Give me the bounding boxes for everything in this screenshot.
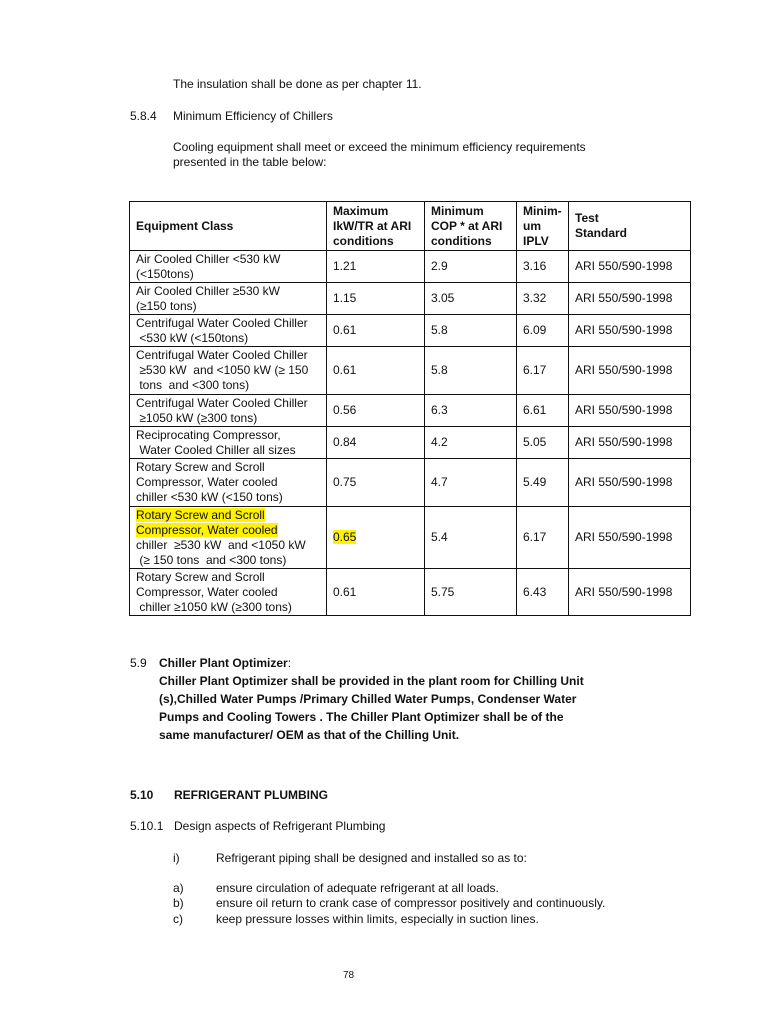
equipment-class-line bbox=[136, 523, 326, 538]
optimizer-line: (s),Chilled Water Pumps /Primary Chilled Water Pumps, Condenser Water bbox=[159, 692, 577, 706]
cop-cell: 5.75 bbox=[425, 569, 517, 616]
header-line: um bbox=[523, 218, 541, 233]
cop-cell: 2.9 bbox=[425, 251, 517, 283]
equipment-class-line: (≥150 tons) bbox=[136, 298, 197, 313]
kw-cell bbox=[327, 507, 425, 569]
insulation-note: The insulation shall be done as per chapter 11. bbox=[173, 77, 422, 91]
equipment-class-line: (≥ 150 tons and <300 tons) bbox=[136, 552, 287, 567]
header-max-kw bbox=[327, 202, 425, 251]
paragraph-line: presented in the table below: bbox=[173, 155, 327, 169]
equipment-class-line: ≥530 kW and <1050 kW (≥ 150 bbox=[136, 363, 309, 377]
equipment-class-line: Rotary Screw and Scroll bbox=[136, 460, 265, 474]
cop-cell: 5.8 bbox=[425, 347, 517, 395]
equipment-class-cell bbox=[130, 283, 327, 315]
cop-cell: 3.05 bbox=[425, 283, 517, 315]
cop-cell: 5.8 bbox=[425, 315, 517, 347]
std-cell: ARI 550/590-1998 bbox=[569, 251, 691, 283]
iplv-cell: 6.09 bbox=[517, 315, 569, 347]
equipment-class-cell bbox=[130, 251, 327, 283]
equipment-class-line: Compressor, Water cooled bbox=[136, 584, 278, 599]
equipment-class-line: Air Cooled Chiller ≥530 kW bbox=[136, 283, 280, 298]
item-label: c) bbox=[173, 912, 183, 926]
equipment-class-line: Centrifugal Water Cooled Chiller bbox=[136, 348, 308, 362]
table-row bbox=[130, 459, 691, 507]
header-line: Minimum bbox=[431, 203, 484, 218]
table-row bbox=[130, 395, 691, 427]
equipment-class-cell bbox=[130, 459, 327, 507]
kw-cell: 1.15 bbox=[327, 283, 425, 315]
equipment-class-line: (<150tons) bbox=[136, 266, 194, 281]
table-row bbox=[130, 251, 691, 283]
iplv-cell: 3.16 bbox=[517, 251, 569, 283]
iplv-cell: 5.49 bbox=[517, 459, 569, 507]
equipment-class-line: <530 kW (<150tons) bbox=[136, 330, 249, 345]
std-cell: ARI 550/590-1998 bbox=[569, 283, 691, 315]
table-row bbox=[130, 507, 691, 569]
equipment-class-cell bbox=[130, 347, 327, 395]
equipment-class-cell bbox=[130, 507, 327, 569]
header-line: IPLV bbox=[523, 233, 549, 248]
equipment-class-line: Centrifugal Water Cooled Chiller bbox=[136, 315, 308, 330]
item-text: ensure oil return to crank case of compressor positively and continuously. bbox=[216, 896, 606, 910]
table-row bbox=[130, 427, 691, 459]
cop-cell: 4.7 bbox=[425, 459, 517, 507]
std-cell: ARI 550/590-1998 bbox=[569, 347, 691, 395]
equipment-class-line: chiller ≥1050 kW (≥300 tons) bbox=[136, 599, 292, 614]
highlighted-text: Rotary Screw and Scroll bbox=[136, 507, 265, 522]
std-cell: ARI 550/590-1998 bbox=[569, 569, 691, 616]
header-min-cop bbox=[425, 202, 517, 251]
equipment-class-cell bbox=[130, 569, 327, 616]
item-label: i) bbox=[173, 851, 180, 865]
optimizer-colon: : bbox=[287, 656, 292, 670]
equipment-class-line: Air Cooled Chiller <530 kW bbox=[136, 251, 281, 266]
header-line: conditions bbox=[333, 233, 394, 248]
iplv-cell: 6.43 bbox=[517, 569, 569, 616]
table-row bbox=[130, 569, 691, 616]
efficiency-table bbox=[129, 201, 691, 616]
highlighted-value: 0.65 bbox=[333, 530, 357, 544]
equipment-class-line: Centrifugal Water Cooled Chiller bbox=[136, 395, 308, 410]
equipment-class-cell bbox=[130, 427, 327, 459]
header-line: COP * at ARI bbox=[431, 218, 503, 233]
optimizer-line: Pumps and Cooling Towers . The Chiller Plant Optimizer shall be of the bbox=[159, 710, 564, 724]
header-equipment-class: Equipment Class bbox=[130, 202, 327, 251]
kw-cell: 1.21 bbox=[327, 251, 425, 283]
section-title: Minimum Efficiency of Chillers bbox=[173, 109, 333, 123]
equipment-class-line: chiller ≥530 kW and <1050 kW bbox=[136, 537, 306, 552]
iplv-cell: 3.32 bbox=[517, 283, 569, 315]
section-number: 5.9 bbox=[130, 656, 147, 670]
header-line: Minim- bbox=[523, 203, 562, 218]
std-cell: ARI 550/590-1998 bbox=[569, 395, 691, 427]
header-line: IkW/TR at ARI bbox=[333, 218, 412, 233]
section-number: 5.8.4 bbox=[130, 109, 157, 123]
cop-cell: 4.2 bbox=[425, 427, 517, 459]
kw-cell: 0.61 bbox=[327, 569, 425, 616]
kw-cell: 0.84 bbox=[327, 427, 425, 459]
equipment-class-line: Reciprocating Compressor, bbox=[136, 427, 281, 442]
paragraph-line: Cooling equipment shall meet or exceed the minimum efficiency requirements bbox=[173, 140, 586, 154]
equipment-class-line: ≥1050 kW (≥300 tons) bbox=[136, 410, 258, 425]
item-label: b) bbox=[173, 896, 184, 910]
cop-cell: 6.3 bbox=[425, 395, 517, 427]
std-cell: ARI 550/590-1998 bbox=[569, 427, 691, 459]
subsection-number: 5.10.1 bbox=[130, 819, 164, 833]
optimizer-line: same manufacturer/ OEM as that of the Chilling Unit. bbox=[159, 728, 460, 742]
header-line: Test bbox=[575, 211, 599, 225]
iplv-cell: 6.17 bbox=[517, 347, 569, 395]
std-cell: ARI 550/590-1998 bbox=[569, 459, 691, 507]
table-row bbox=[130, 283, 691, 315]
equipment-class-line bbox=[136, 508, 326, 523]
iplv-cell: 6.17 bbox=[517, 507, 569, 569]
iplv-cell: 5.05 bbox=[517, 427, 569, 459]
equipment-class-cell bbox=[130, 395, 327, 427]
plumbing-title: REFRIGERANT PLUMBING bbox=[174, 788, 328, 802]
kw-cell: 0.61 bbox=[327, 315, 425, 347]
cop-cell: 5.4 bbox=[425, 507, 517, 569]
item-text: ensure circulation of adequate refrigerant at all loads. bbox=[216, 881, 499, 895]
std-cell: ARI 550/590-1998 bbox=[569, 507, 691, 569]
equipment-class-line: Compressor, Water cooled bbox=[136, 475, 278, 489]
table-header-row bbox=[130, 202, 691, 251]
optimizer-line: Chiller Plant Optimizer shall be provided in the plant room for Chilling Unit bbox=[159, 674, 584, 688]
table-row bbox=[130, 315, 691, 347]
equipment-class-line: tons and <300 tons) bbox=[136, 378, 250, 392]
equipment-class-line: chiller <530 kW (<150 tons) bbox=[136, 490, 283, 504]
subsection-title: Design aspects of Refrigerant Plumbing bbox=[174, 819, 386, 833]
header-test-standard bbox=[569, 202, 691, 251]
section-number: 5.10 bbox=[130, 788, 154, 802]
item-text: Refrigerant piping shall be designed and installed so as to: bbox=[216, 851, 527, 865]
kw-cell: 0.61 bbox=[327, 347, 425, 395]
header-line: conditions bbox=[431, 233, 492, 248]
equipment-class-line: Water Cooled Chiller all sizes bbox=[136, 442, 296, 457]
iplv-cell: 6.61 bbox=[517, 395, 569, 427]
optimizer-heading bbox=[159, 656, 291, 671]
kw-cell: 0.75 bbox=[327, 459, 425, 507]
kw-cell: 0.56 bbox=[327, 395, 425, 427]
header-min-iplv bbox=[517, 202, 569, 251]
std-cell: ARI 550/590-1998 bbox=[569, 315, 691, 347]
equipment-class-line: Rotary Screw and Scroll bbox=[136, 569, 265, 584]
item-text: keep pressure losses within limits, especially in suction lines. bbox=[216, 912, 539, 926]
page-number: 78 bbox=[343, 970, 355, 981]
optimizer-title: Chiller Plant Optimizer bbox=[159, 656, 288, 670]
equipment-class-cell bbox=[130, 315, 327, 347]
header-line: Standard bbox=[575, 226, 628, 240]
table-row bbox=[130, 347, 691, 395]
header-line: Maximum bbox=[333, 203, 389, 218]
highlighted-text: Compressor, Water cooled bbox=[136, 522, 278, 537]
item-label: a) bbox=[173, 881, 184, 895]
